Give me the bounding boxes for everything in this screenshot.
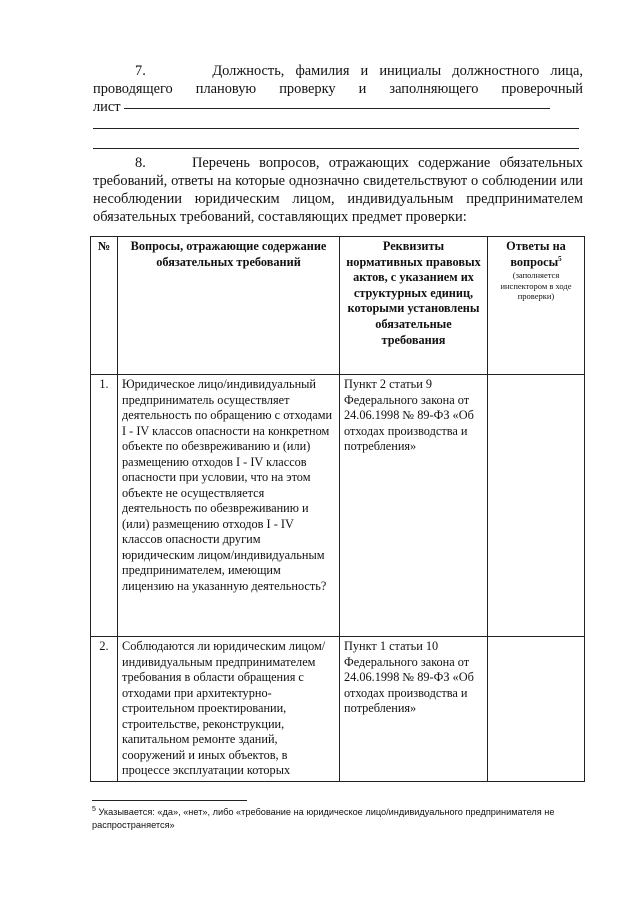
row-1-question: Юридическое лицо/индивидуальный предприниматель осуществляет деятельность по обращению с отходами I - IV классов опасности на конкретном объекте по обезвреживанию и (или) размещению отходов I - IV классов опасности при условии, что на этом объекте не осуществляется деятельность по обезвреживанию и (или) размещению отходов I - IV классов опасности другим юридическим лицом/индивидуальным предпринимателем, имеющим лицензию на указанную деятельность? — [118, 375, 340, 637]
item-7-line-3 — [93, 98, 583, 116]
item-7-line-2: проводящего плановую проверку и заполняющего проверочный — [93, 81, 583, 97]
header-answers-label: Ответы на вопросы — [506, 239, 566, 269]
item-8-text: Перечень вопросов, отражающих содержание обязательных требований, ответы на которые однозначно свидетельствуют о соблюдении или несоблюдении юридическим лицом, индивидуальным предпринимателем обязательных требований, составляющих предмет проверки: — [93, 155, 583, 225]
header-answers-note: (заполняется инспектором в ходе проверки) — [500, 270, 572, 302]
item-7-line-1-text: Должность, фамилия и инициалы должностного лица, — [212, 63, 583, 79]
row-2-question: Соблюдаются ли юридическим лицом/индивидуальным предпринимателем требования в области обращения с отходами при архитектурно-строительном проектировании, строительстве, реконструкции, капитальном ремонте зданий, сооружений и иных объектов, в процессе эксплуатации которых — [118, 637, 340, 782]
header-questions: Вопросы, отражающие содержание обязательных требований — [118, 237, 340, 375]
row-2-number: 2. — [91, 637, 118, 782]
footnote-text: Указывается: «да», «нет», либо «требование на юридическое лицо/индивидуального предпринимателя не распространяется» — [92, 807, 555, 830]
row-2-answer-cell[interactable] — [488, 637, 585, 782]
checklist-table — [90, 236, 585, 782]
footnote-ref-5: 5 — [558, 254, 562, 263]
row-1-requisite: Пункт 2 статьи 9 Федерального закона от 24.06.1998 № 89-ФЗ «Об отходах производства и потребления» — [340, 375, 488, 637]
header-answers — [488, 237, 585, 375]
table-header-row — [91, 237, 585, 375]
row-1-answer-cell[interactable] — [488, 375, 585, 637]
inspector-name-field-line-1[interactable] — [124, 108, 550, 109]
table-row — [91, 637, 585, 782]
item-8-number: 8. — [135, 155, 146, 171]
item-8-paragraph — [93, 154, 583, 226]
footnote — [92, 806, 582, 832]
item-7-line-1 — [93, 62, 583, 80]
footnote-separator — [92, 800, 247, 801]
row-1-number: 1. — [91, 375, 118, 637]
header-number: № — [91, 237, 118, 375]
item-7-line-3-text: лист — [93, 99, 121, 115]
header-requisites: Реквизиты нормативных правовых актов, с указанием их структурных единиц, которыми установлены обязательные требования — [340, 237, 488, 375]
inspector-name-field-line-3[interactable] — [93, 148, 579, 149]
item-7-number: 7. — [135, 63, 146, 79]
table-row — [91, 375, 585, 637]
row-2-requisite: Пункт 1 статьи 10 Федерального закона от 24.06.1998 № 89-ФЗ «Об отходах производства и потребления» — [340, 637, 488, 782]
footnote-mark: 5 — [92, 805, 96, 813]
inspector-name-field-line-2[interactable] — [93, 128, 579, 129]
